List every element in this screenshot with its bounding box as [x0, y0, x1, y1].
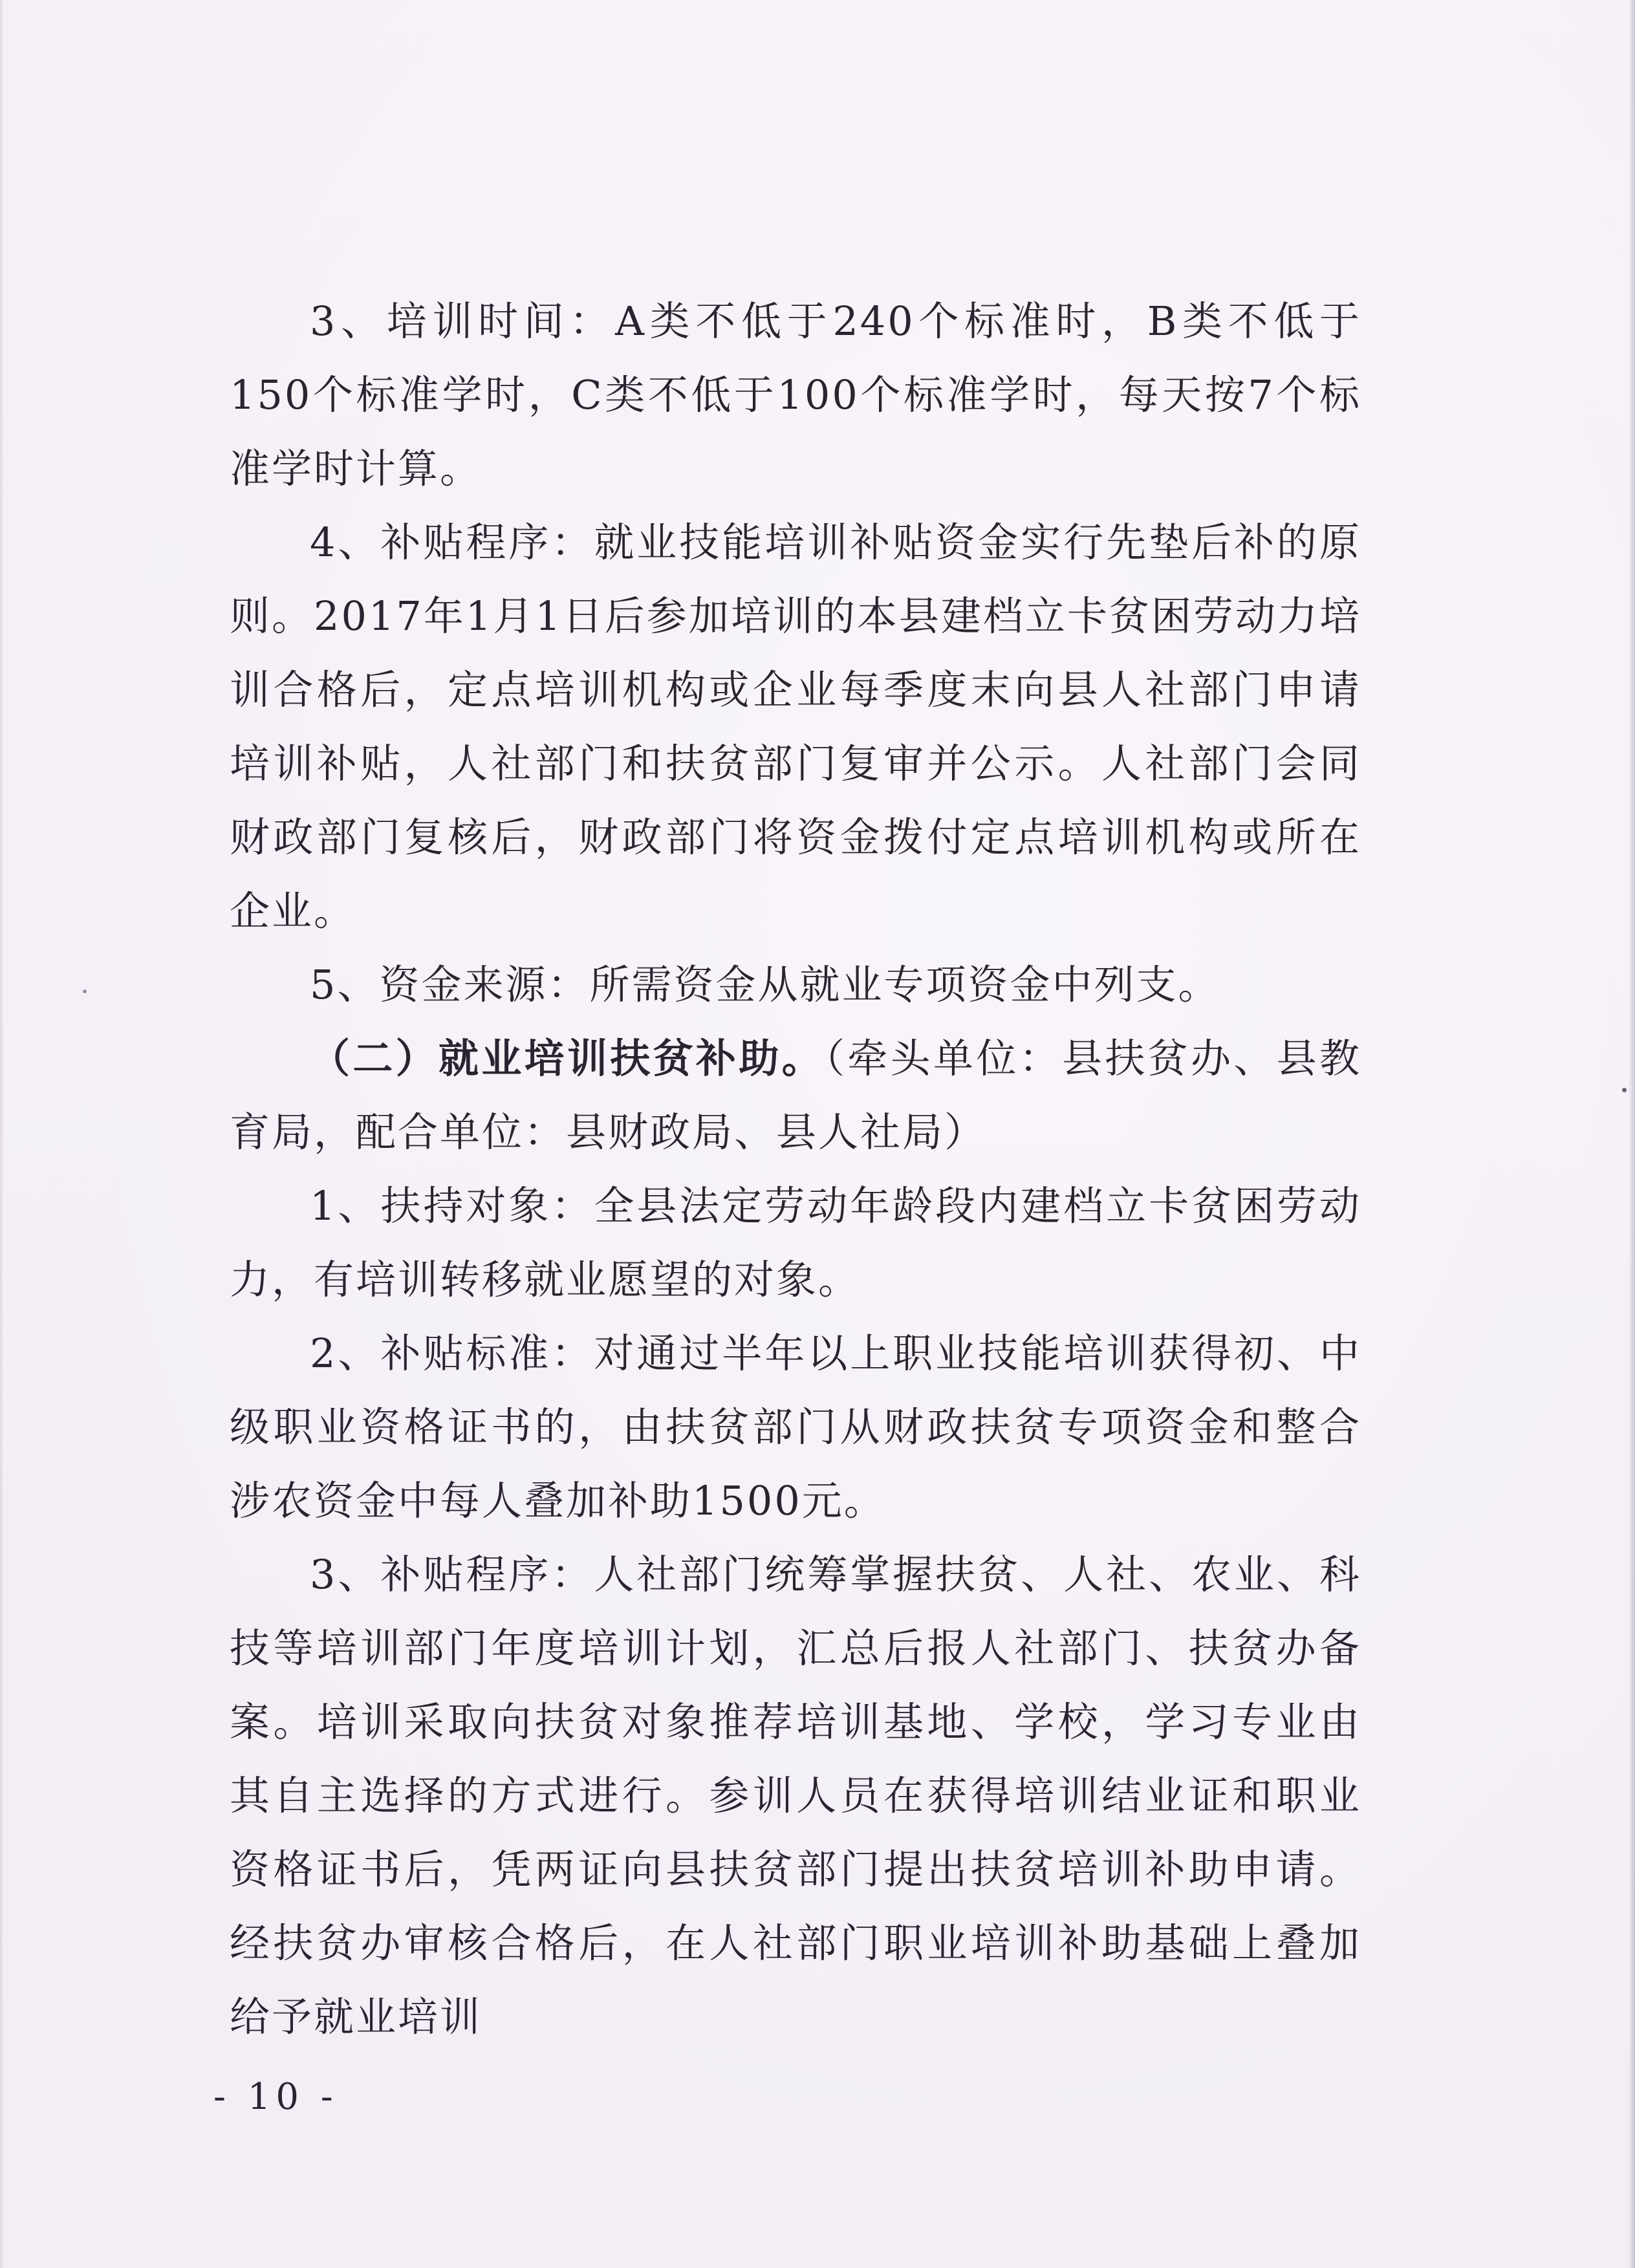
paragraph-text: 4、补贴程序：就业技能培训补贴资金实行先垫后补的原则。2017年1月1日后参加培训的本县建档立卡贫困劳动力培训合格后，定点培训机构或企业每季度末向县人社部门申请培训补贴，人社部门和扶贫部门复审并公示。人社部门会同财政部门复核后，财政部门将资金拨付定点培训机构或所在企业。 — [230, 519, 1361, 934]
page-number: - 10 - — [213, 2076, 338, 2118]
scan-speck — [83, 989, 87, 993]
paragraph-text: 3、补贴程序：人社部门统筹掌握扶贫、人社、农业、科技等培训部门年度培训计划，汇总后报人社部门、扶贫办备案。培训采取向扶贫对象推荐培训基地、学校，学习专业由其自主选择的方式进行。参训人员在获得培训结业证和职业资格证书后，凭两证向县扶贫部门提出扶贫培训补助申请。经扶贫办审核合格后，在人社部门职业培训补助基础上叠加给予就业培训 — [230, 1551, 1361, 2040]
page-right-edge-shadow — [1629, 0, 1635, 2268]
paragraph-text: 1、扶持对象：全县法定劳动年龄段内建档立卡贫困劳动力，有培训转移就业愿望的对象。 — [230, 1182, 1361, 1303]
paragraph-text: （牵头单位：县扶贫办、县教育局，配合单位：县财政局、县人社局） — [230, 1035, 1361, 1156]
paragraph-training-hours — [230, 285, 1361, 506]
paragraph-subsidy-procedure — [230, 506, 1361, 948]
section-heading: （二）就业培训扶贫补助。 — [310, 1035, 825, 1082]
paragraph-text: 2、补贴标准：对通过半年以上职业技能培训获得初、中级职业资格证书的，由扶贫部门从财政扶贫专项资金和整合涉农资金中每人叠加补助1500元。 — [230, 1330, 1361, 1524]
scan-speck — [1622, 1088, 1627, 1092]
paragraph-text: 5、资金来源：所需资金从就业专项资金中列支。 — [310, 961, 1220, 1008]
paragraph-section-two — [230, 1022, 1361, 1169]
document-body — [230, 285, 1361, 2054]
paragraph-text: 3、培训时间：A类不低于240个标准时，B类不低于150个标准学时，C类不低于100个标准学时，每天按7个标准学时计算。 — [230, 297, 1361, 492]
paragraph-subsidy-procedure-2 — [230, 1538, 1361, 2054]
page-left-edge-shadow — [0, 0, 4, 2268]
paragraph-support-target — [230, 1169, 1361, 1317]
paragraph-fund-source — [230, 948, 1361, 1022]
paragraph-subsidy-standard — [230, 1317, 1361, 1538]
